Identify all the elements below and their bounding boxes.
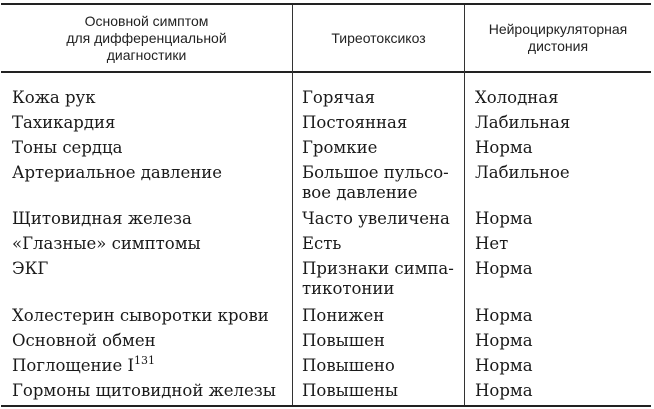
row-symptom: Щитовидная железа (12, 209, 192, 228)
table-header-rule (1, 71, 651, 73)
header-ncd-text: Нейроциркуляторная дистония (488, 21, 628, 54)
row-thyrotoxicosis: Есть (302, 234, 342, 253)
row-symptom: Кожа рук (12, 88, 96, 107)
header-thyrotoxicosis (293, 5, 464, 71)
row-symptom (12, 353, 290, 376)
row-symptom-superscript: 131 (134, 353, 156, 367)
row-ncd: Норма (475, 259, 533, 278)
row-symptom: «Глазные» симптомы (12, 234, 201, 253)
row-ncd: Лабильное (475, 163, 570, 182)
row-ncd: Холодная (475, 88, 559, 107)
row-thyrotoxicosis: Повышен (302, 331, 385, 350)
row-ncd: Норма (475, 306, 533, 325)
row-ncd: Норма (475, 381, 533, 400)
row-thyrotoxicosis: Большое пульсо- вое давление (302, 163, 449, 202)
row-symptom: Артериальное давление (12, 163, 223, 182)
table-bottom-rule (1, 405, 651, 407)
row-symptom: Тахикардия (12, 113, 116, 132)
row-ncd: Норма (475, 138, 533, 157)
row-symptom: ЭКГ (12, 259, 49, 278)
row-thyrotoxicosis: Повышено (302, 356, 395, 375)
header-ncd (465, 5, 651, 71)
header-symptom-text: Основной симптом для дифференциальной диагностики (66, 12, 227, 63)
row-ncd: Лабильная (475, 113, 571, 132)
row-symptom: Тоны сердца (12, 138, 123, 157)
row-ncd: Норма (475, 209, 533, 228)
row-symptom: Основной обмен (12, 331, 156, 350)
row-symptom: Гормоны щитовидной железы (12, 381, 276, 400)
row-ncd: Норма (475, 331, 533, 350)
row-thyrotoxicosis: Часто увеличена (302, 209, 450, 228)
row-thyrotoxicosis: Признаки симпа- тикотонии (302, 259, 454, 298)
row-thyrotoxicosis: Горячая (302, 88, 375, 107)
row-ncd: Норма (475, 356, 533, 375)
row-symptom: Холестерин сыворотки крови (12, 306, 269, 325)
row-thyrotoxicosis: Громкие (302, 138, 378, 157)
row-thyrotoxicosis: Повышены (302, 381, 398, 400)
header-symptom (1, 5, 292, 71)
row-thyrotoxicosis: Постоянная (302, 113, 408, 132)
header-thyrotoxicosis-text: Тиреотоксикоз (331, 29, 426, 46)
row-thyrotoxicosis: Понижен (302, 306, 385, 325)
row-symptom-base: Поглощение I (12, 356, 135, 375)
row-ncd: Нет (475, 234, 509, 253)
